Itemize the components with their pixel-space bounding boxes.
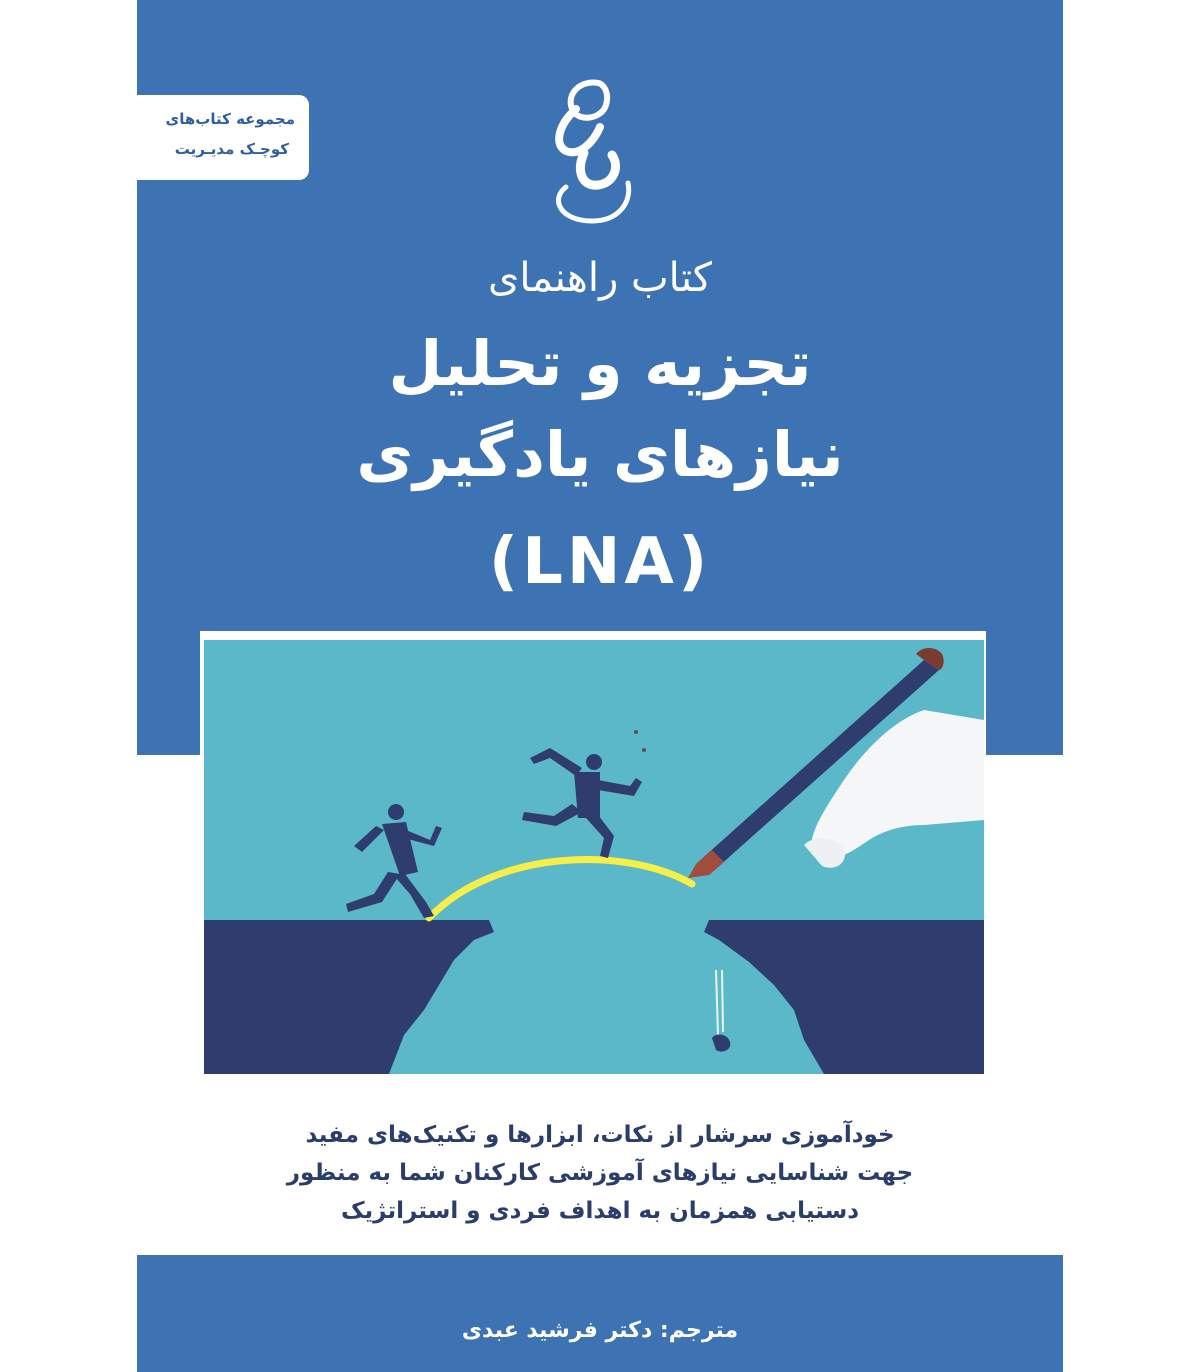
cover-illustration — [200, 631, 986, 1080]
bridge-illustration — [204, 640, 984, 1074]
series-line-2: کوچـک مدیـریت — [174, 140, 289, 158]
book-title-line-1: تجزیه و تحلیل — [388, 327, 812, 400]
book-title-acronym: (LNA) — [488, 525, 712, 599]
description-line-2: جهت شناسایی نیازهای آموزشی کارکنان شما به منظور — [286, 1160, 914, 1186]
book-title-line-2: نیازهای یادگیری — [356, 418, 844, 491]
cover-bottom-panel — [137, 1255, 1063, 1372]
series-badge — [137, 95, 309, 180]
translator-credit: مترجم: دکتر فرشید عبدی — [461, 1318, 739, 1343]
description-line-3: دستیابی همزمان به اهداف فردی و استراتژیک — [340, 1198, 860, 1224]
series-line-1: مجموعه کتاب‌های — [165, 110, 295, 128]
book-subtitle: کتاب راهنمای — [488, 255, 712, 301]
publisher-logo-icon — [536, 75, 646, 225]
description-line-1: خودآموزی سرشار از نکات، ابزارها و تکنیک‌های مفید — [305, 1122, 895, 1148]
